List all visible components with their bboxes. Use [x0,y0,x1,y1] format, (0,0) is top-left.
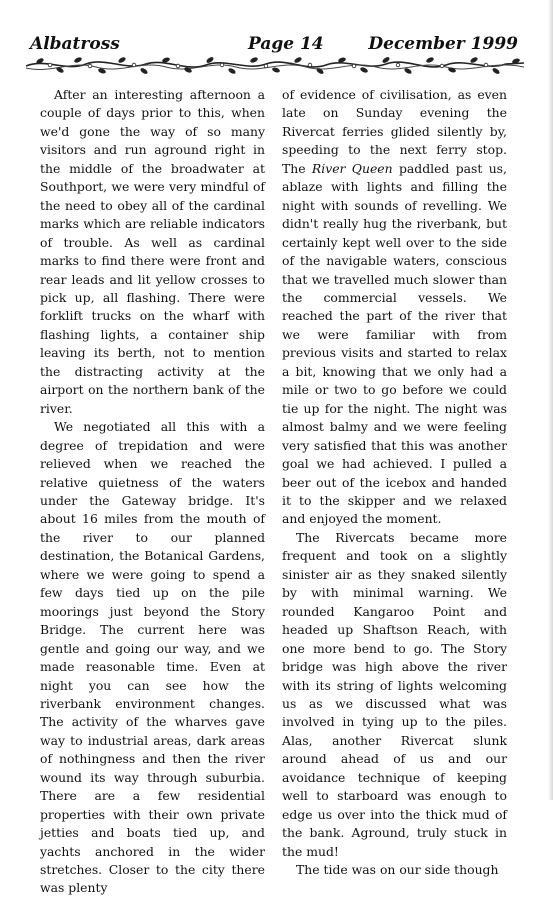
paragraph-negotiated-river: We negotiated all this with a degree of trepidation and were relieved when we reached the relative quietness of the waters under the Gateway bridge. It's about 16 miles from the mouth of the river to our planned destination, the Botanical Gardens, where we were going to spend a few days tied up on the pile moorings just beyond the Story Bridge. The current here was gentle and going our way, and we made reasonable time. Even at night you can see how the riverbank environment changes. The activity of the wharves gave way to industrial areas, dark areas of nothingness and then the river wound its way through suburbia. There are a few residential properties with their own private jetties and boats tied up, and yachts anchored in the wider stretches. Closer to the city there was plenty [40,419,265,896]
paragraph-rivercats-aground: The Rivercats became more frequent and took on a slightly sinister air as they snaked silently by with minimal warning. We rounded Kangaroo Point and headed up Shaftson Reach, with one more bend to go. The Story bridge was high above the river with its string of lights welcoming us as we discussed what was involved in tying up to the piles. Alas, another Rivercat slunk around ahead of us and our avoidance technique of keeping well to starboard was enough to edge us over into the thick mud of the bank. Aground, truly stuck in the mud! [282,529,507,859]
article-column-right [282,86,507,879]
decorative-vine-border [26,54,524,76]
paragraph-tide: The tide was on our side though [296,862,499,878]
publication-title: Albatross [30,34,120,54]
article-column-left [40,86,265,898]
paragraph-afternoon-aground: After an interesting afternoon a couple of days prior to this, when we'd gone the way of so many visitors and run aground right in the middle of the broadwater at Southport, we were very mindful of the need to obey all of the cardinal marks which are reliable indicators of trouble. As well as cardinal marks to find there were front and rear leads and lit yellow crosses to pick up, all flashing. There were forklift trucks on the wharf with flashing lights, a container ship leaving its berth, not to mention the distracting activity at the airport on the northern bank of the river. [40,87,265,416]
issue-date: December 1999 [368,34,518,54]
paragraph-text-end: paddled past us, ablaze with lights and filling the night with sounds of revelling. We didn't really hug the riverbank, but certainly kept well over to the side of the navigable waters, conscious that we travelled much slower than the commercial vessels. We reached the part of the river that we were familiar with from previous visits and started to relax a bit, knowing that we only had a mile or two to go before we could tie up for the night. The night was almost balmy and we were feeling very satisfied that this was another goal we had achieved. I pulled a beer out of the icebox and handed it to the skipper and we relaxed and enjoyed the moment. [282,160,507,527]
page-header [28,34,518,56]
paragraph-text-start: of evidence of civilisation, as even late on Sunday evening the Rivercat ferries glided silently by, speeding to the next ferry stop. The [282,87,507,176]
scan-edge-shadow [548,0,553,800]
page-number: Page 14 [248,34,324,54]
paragraph-evidence-civilisation [282,86,507,529]
boat-name-river-queen: River Queen [311,160,393,176]
